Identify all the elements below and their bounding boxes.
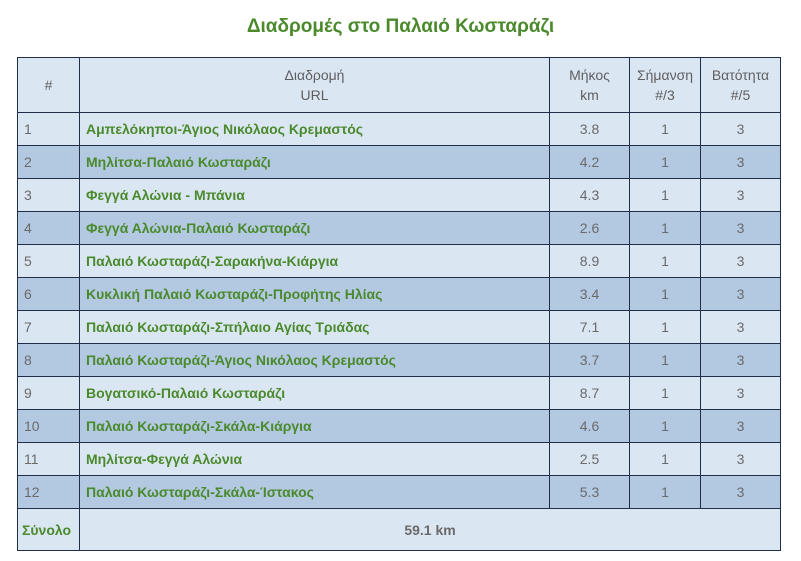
- route-marking: 1: [630, 476, 701, 509]
- row-number: 7: [18, 311, 80, 344]
- route-difficulty: 3: [701, 410, 781, 443]
- row-number: 5: [18, 245, 80, 278]
- route-length: 2.5: [550, 443, 630, 476]
- route-name-link[interactable]: Παλαιό Κωσταράζι-Σπήλαιο Αγίας Τριάδας: [80, 311, 550, 344]
- route-difficulty: 3: [701, 278, 781, 311]
- header-marking: [630, 58, 701, 113]
- row-number: 4: [18, 212, 80, 245]
- total-value: 59.1 km: [80, 509, 781, 551]
- header-length-unit: km: [580, 87, 599, 103]
- header-route-label: Διαδρομή: [284, 67, 345, 83]
- routes-table: [17, 57, 781, 551]
- route-difficulty: 3: [701, 311, 781, 344]
- table-row: [18, 476, 781, 509]
- route-difficulty: 3: [701, 476, 781, 509]
- header-difficulty-label: Βατότητα: [711, 67, 770, 83]
- route-marking: 1: [630, 245, 701, 278]
- row-number: 11: [18, 443, 80, 476]
- header-difficulty-scale: #/5: [730, 87, 751, 103]
- row-number: 9: [18, 377, 80, 410]
- row-number: 10: [18, 410, 80, 443]
- header-row: [18, 58, 781, 113]
- route-name-link[interactable]: Κυκλική Παλαιό Κωσταράζι-Προφήτης Ηλίας: [80, 278, 550, 311]
- row-number: 3: [18, 179, 80, 212]
- route-length: 3.4: [550, 278, 630, 311]
- route-difficulty: 3: [701, 344, 781, 377]
- table-row: [18, 377, 781, 410]
- route-length: 5.3: [550, 476, 630, 509]
- header-length-label: Μήκος: [569, 67, 610, 83]
- table-row: [18, 245, 781, 278]
- route-length: 8.7: [550, 377, 630, 410]
- table-row: [18, 179, 781, 212]
- page-title: Διαδρομές στο Παλαιό Κωσταράζι: [246, 16, 555, 37]
- header-route: [80, 58, 550, 113]
- route-marking: 1: [630, 443, 701, 476]
- route-length: 3.7: [550, 344, 630, 377]
- route-name-link[interactable]: Μηλίτσα-Φεγγά Αλώνια: [80, 443, 550, 476]
- row-number: 1: [18, 113, 80, 146]
- header-index-label: #: [44, 77, 53, 93]
- route-marking: 1: [630, 278, 701, 311]
- table-row: [18, 344, 781, 377]
- route-length: 3.8: [550, 113, 630, 146]
- table-row: [18, 410, 781, 443]
- route-difficulty: 3: [701, 245, 781, 278]
- route-length: 8.9: [550, 245, 630, 278]
- table-row: [18, 113, 781, 146]
- route-length: 4.2: [550, 146, 630, 179]
- route-marking: 1: [630, 212, 701, 245]
- row-number: 2: [18, 146, 80, 179]
- route-marking: 1: [630, 311, 701, 344]
- route-name-link[interactable]: Παλαιό Κωσταράζι-Άγιος Νικόλαος Κρεμαστός: [80, 344, 550, 377]
- header-index: [18, 58, 80, 113]
- route-name-link[interactable]: Βογατσικό-Παλαιό Κωσταράζι: [80, 377, 550, 410]
- table-row: [18, 278, 781, 311]
- route-name-link[interactable]: Αμπελόκηποι-Άγιος Νικόλαος Κρεμαστός: [80, 113, 550, 146]
- row-number: 6: [18, 278, 80, 311]
- table-row: [18, 146, 781, 179]
- route-length: 7.1: [550, 311, 630, 344]
- total-row: [18, 509, 781, 551]
- header-length: [550, 58, 630, 113]
- route-name-link[interactable]: Παλαιό Κωσταράζι-Σκάλα-Ίστακος: [80, 476, 550, 509]
- route-difficulty: 3: [701, 179, 781, 212]
- route-name-link[interactable]: Μηλίτσα-Παλαιό Κωσταράζι: [80, 146, 550, 179]
- table-row: [18, 311, 781, 344]
- route-marking: 1: [630, 113, 701, 146]
- route-difficulty: 3: [701, 113, 781, 146]
- header-marking-label: Σήμανση: [636, 67, 694, 83]
- route-difficulty: 3: [701, 443, 781, 476]
- route-difficulty: 3: [701, 377, 781, 410]
- table-row: [18, 212, 781, 245]
- row-number: 12: [18, 476, 80, 509]
- route-length: 2.6: [550, 212, 630, 245]
- row-number: 8: [18, 344, 80, 377]
- route-marking: 1: [630, 344, 701, 377]
- header-difficulty: [701, 58, 781, 113]
- route-marking: 1: [630, 410, 701, 443]
- total-label: Σύνολο: [18, 509, 80, 551]
- route-name-link[interactable]: Φεγγά Αλώνια - Μπάνια: [80, 179, 550, 212]
- route-marking: 1: [630, 146, 701, 179]
- route-name-link[interactable]: Παλαιό Κωσταράζι-Σαρακήνα-Κιάργια: [80, 245, 550, 278]
- route-marking: 1: [630, 377, 701, 410]
- route-difficulty: 3: [701, 146, 781, 179]
- header-url-label: URL: [300, 87, 329, 103]
- header-marking-scale: #/3: [655, 87, 675, 103]
- route-difficulty: 3: [701, 212, 781, 245]
- route-name-link[interactable]: Φεγγά Αλώνια-Παλαιό Κωσταράζι: [80, 212, 550, 245]
- route-length: 4.3: [550, 179, 630, 212]
- route-length: 4.6: [550, 410, 630, 443]
- route-name-link[interactable]: Παλαιό Κωσταράζι-Σκάλα-Κιάργια: [80, 410, 550, 443]
- route-marking: 1: [630, 179, 701, 212]
- table-row: [18, 443, 781, 476]
